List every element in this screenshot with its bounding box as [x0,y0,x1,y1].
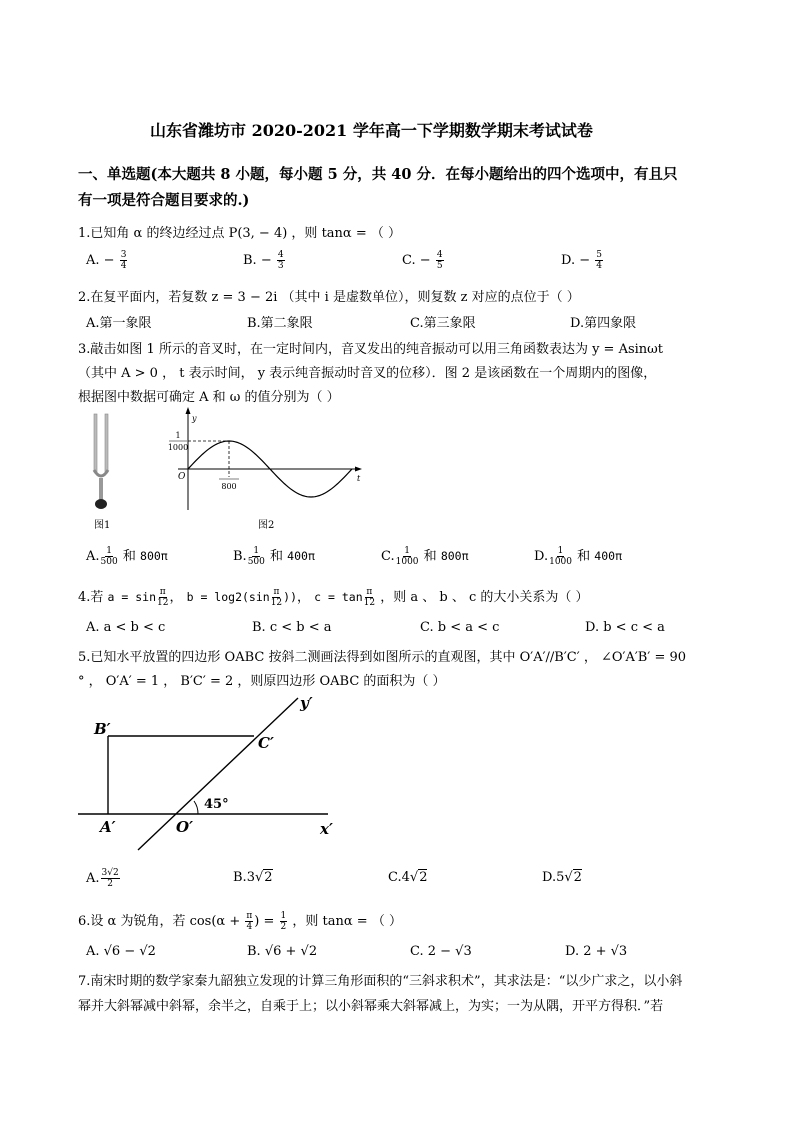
numerator: 1 [106,546,112,556]
sine-graph [160,405,370,515]
q4-prefix: 4.若 [78,590,108,605]
label-x-prime: x′ [320,820,333,838]
q3-stem-line3: 根据图中数据可确定 A 和 ω 的值分别为（ ） [78,390,340,405]
fraction [101,546,118,567]
q5-option-c: C.4√2 [388,870,428,885]
numerator: 3 [120,250,127,260]
label-a-prime: A′ [100,818,116,836]
numerator: 1 [253,546,260,556]
numerator: π [273,587,280,597]
q4-b-expr: b = log2(sin [186,590,270,604]
fraction [280,911,288,932]
section-header-line1: 一、单选题(本大题共 8 小题，每小题 5 分，共 40 分．在每小题给出的四个选项中，有且只 [78,166,678,183]
q4-option-d: D. b < c < a [585,620,665,635]
omega-value: 800π [140,549,168,563]
page-title: 山东省潍坊市 2020-2021 学年高一下学期数学期末考试试卷 [150,121,593,140]
denominator: 1000 [395,557,419,567]
option-label: B. [233,870,247,885]
option-label: D. [534,549,549,564]
label-c-prime: C′ [258,734,274,752]
option-sign: − [260,253,272,268]
fig1-caption: 图1 [94,520,111,531]
numerator: 4 [436,250,443,260]
fraction [157,587,168,608]
label-b-prime: B′ [94,720,111,738]
label-angle: 45° [204,797,229,812]
option-label: A. [86,871,100,886]
q1-option-a [86,250,128,271]
q5-stem-line1: 5.已知水平放置的四边形 OABC 按斜二测画法得到如图所示的直观图，其中 O′A′//B′C′ ， ∠O′A′B′ = 90 [78,650,687,665]
denominator: 12 [157,598,169,608]
denominator: 12 [270,598,283,608]
section-header-line2: 有一项是符合题目要求的.) [78,192,250,209]
radicand: 2 [419,870,428,885]
oblique-diagram [70,690,350,860]
fig2-caption: 图2 [258,520,275,531]
fraction [271,587,282,608]
omega-value: 400π [594,549,622,563]
conjunction: 和 [423,549,437,564]
conjunction: 和 [122,549,136,564]
denominator: 500 [100,557,118,567]
q2-option-d: D.第四象限 [570,316,637,331]
q6-option-b: B. √6 + √2 [247,944,318,959]
denominator: 4 [596,261,603,271]
option-label: C. [388,870,402,885]
q5-option-a [86,868,121,889]
omega-value: 800π [440,549,469,563]
q1-option-b [243,250,286,271]
label-y-prime: y′ [300,694,313,712]
q3-option-c [381,545,469,567]
denominator: 4 [120,261,127,271]
q4-option-a: A. a < b < c [86,620,166,635]
denominator: 2 [280,922,287,932]
option-label: B. [243,253,257,268]
q1-stem: 1.已知角 α 的终边经过点 P(3, − 4) ，则 tanα = （ ） [78,226,401,241]
option-sign: − [419,253,431,268]
q2-option-c: C.第三象限 [410,316,476,331]
numerator: 1 [404,546,410,556]
q4-suffix: ，则 a 、 b 、 c 的大小关系为（ ） [380,590,589,605]
q4-stem: 4.若 a = sin $\frac{\pi}{12}$ ， b = log2(sin $\frac{\pi}{12}$ ))， c = tan $\frac{\pi}{12}$ ，则 a 、 b 、 c 的大小关系为（ ） [78,587,589,608]
coefficient: 3 [246,870,255,885]
fraction [396,546,419,567]
fraction [101,868,120,889]
option-label: A. [86,549,100,564]
q3-option-b [233,545,315,567]
q6-middle: ) = [254,914,279,929]
q6-suffix: ，则 tanα = （ ） [292,914,402,929]
fraction [436,250,444,271]
q2-stem: 2.在复平面内，若复数 z = 3 − 2i （其中 i 是虚数单位），则复数 z 对应的点位于（ ） [78,290,580,305]
numerator: 5 [596,250,603,260]
option-sign: − [579,253,591,268]
q2-option-b: B.第二象限 [247,316,313,331]
q4-a-expr: a = sin [107,590,157,604]
q5-option-d: D.5√2 [542,870,582,885]
q6-prefix: 6.设 α 为锐角，若 cos(α + [78,914,245,929]
fraction [245,911,253,932]
q2-option-a: A.第一象限 [86,316,152,331]
option-label: C. [381,549,395,564]
q3-stem-line2: （其中 A > 0 ， t 表示时间， y 表示纯音振动时音叉的位移）．图 2 是该函数在一个周期内的图像， [78,366,657,381]
fraction [364,587,375,608]
q3-stem-line1: 3.敲击如图 1 所示的音叉时，在一定时间内，音叉发出的纯音振动可以用三角函数表达为 y = Asinωt [78,342,663,357]
tuning-fork-figure [88,412,118,512]
graph-x-label: t [357,474,361,483]
conjunction: 和 [270,549,284,564]
radicand: 2 [264,870,273,885]
q1-option-d [561,250,604,271]
fraction [277,250,285,271]
conjunction: 和 [577,549,591,564]
q6-stem [78,910,402,932]
q4-option-b: B. c < b < a [252,620,332,635]
denominator: 500 [247,557,265,567]
denominator: 4 [246,922,253,932]
q4-option-c: C. b < a < c [420,620,500,635]
omega-value: 400π [287,549,315,563]
fraction [549,546,572,567]
numerator: 3√2 [101,868,119,878]
q5-stem-line2: ° ， O′A′ = 1 ， B′C′ = 2 ，则原四边形 OABC 的面积为（ ） [78,674,446,689]
numerator: 1 [280,911,287,921]
denominator: 3 [277,261,284,271]
numerator: π [159,587,166,597]
q7-stem-line2: 幂并大斜幂减中斜幂，余半之，自乘于上；以小斜幂乘大斜幂减上，为实；一为从隅，开平方得积．”若 [78,999,664,1014]
q3-option-d [534,545,622,567]
q1-option-c [402,250,445,271]
denominator: 2 [107,879,113,889]
numerator: π [246,911,253,921]
fraction [248,546,265,567]
option-label: D. [561,253,576,268]
denominator: 12 [363,598,376,608]
graph-tick-label: 800 [221,482,237,491]
numerator: π [366,587,373,597]
q6-option-d: D. 2 + √3 [565,944,628,959]
q5-option-b: B.3√2 [233,870,273,885]
q4-c-expr: c = tan [314,590,363,604]
q7-stem-line1: 7.南宋时期的数学家秦九韶独立发现的计算三角形面积的“三斜求积术”，其求法是：“以少广求之，以小斜 [78,974,683,989]
option-label: B. [233,549,247,564]
option-label: A. [86,253,100,268]
label-o-prime: O′ [176,818,194,836]
q3-option-a [86,545,168,567]
q6-option-c: C. 2 − √3 [410,944,472,959]
denominator: 1000 [549,557,572,567]
graph-amp-den: 1000 [167,443,189,452]
denominator: 5 [436,261,443,271]
option-sign: − [103,253,115,268]
fraction [595,250,603,271]
graph-origin-label: O [178,472,186,482]
graph-amp-num: 1 [175,431,181,440]
graph-y-label: y [192,414,197,423]
q6-option-a: A. √6 − √2 [86,944,156,959]
option-label: D. [542,870,557,885]
numerator: 1 [557,546,564,556]
coefficient: 4 [401,870,410,885]
option-label: C. [402,253,416,268]
coefficient: 5 [556,870,565,885]
fraction [120,250,128,271]
numerator: 4 [277,250,284,260]
radicand: 2 [573,870,582,885]
